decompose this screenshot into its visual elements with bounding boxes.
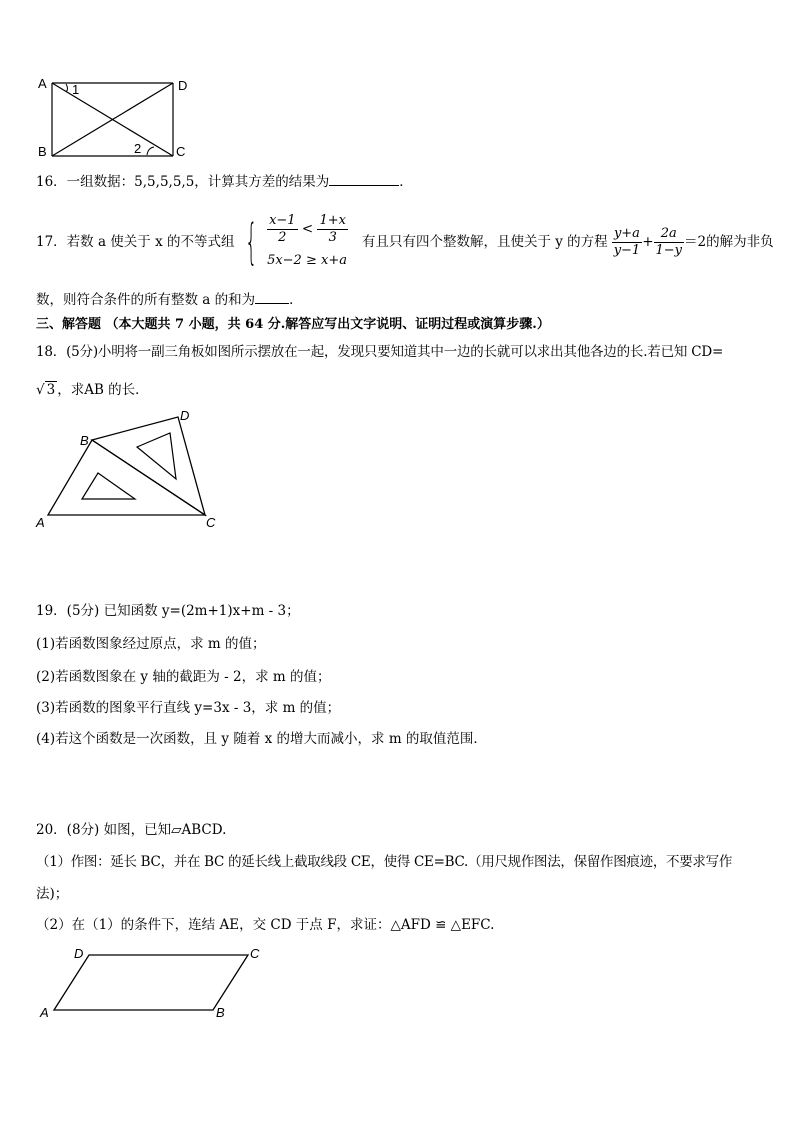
- eq-f1-den: y−1: [613, 242, 641, 258]
- tri-label-a: A: [36, 515, 45, 530]
- question-17: [36, 210, 774, 274]
- q18-line1: 18．(5分)小明将一副三角板如图所示摆放在一起，发现只要知道其中一边的长就可以求出其他各边的长.若已知 CD=: [36, 344, 724, 360]
- q17-brace: {: [244, 214, 257, 270]
- ineq1-op: <: [301, 221, 314, 237]
- q19-item-3: (3)若函数的图象平行直线 y=3x - 3，求 m 的值；: [36, 700, 341, 716]
- tri-label-c: C: [206, 515, 216, 530]
- tri-label-d: D: [180, 408, 190, 423]
- question-17-line2: [36, 289, 303, 310]
- sqrt-symbol: √: [36, 382, 45, 398]
- ineq1-right-num: 1+x: [319, 213, 346, 228]
- q17-lead: 17．若数 a 使关于 x 的不等式组: [36, 234, 235, 250]
- eq-rhs: ＝2: [684, 234, 707, 250]
- section-3-title: 三、解答题 （本大题共 7 小题，共 64 分.解答应写出文字说明、证明过程或演算步骤.）: [36, 317, 550, 332]
- rect-angle-2: 2: [134, 141, 142, 156]
- rect-angle-1: 1: [72, 82, 80, 97]
- q17-tail: 的解为非负: [706, 234, 774, 250]
- q17-mid: 有且只有四个整数解，且使关于 y 的方程: [361, 234, 608, 250]
- rect-label-a: A: [38, 76, 47, 91]
- eq-plus: +: [642, 234, 654, 250]
- para-label-d: D: [74, 946, 84, 961]
- ineq2: 5x−2 ≥ x+a: [267, 253, 347, 268]
- q17-line2-end: ．: [289, 292, 303, 308]
- q16-answer-blank[interactable]: [329, 171, 399, 186]
- eq-f2-num: 2a: [654, 226, 685, 243]
- q17-line2: 数，则符合条件的所有整数 a 的和为: [36, 292, 256, 308]
- q17-system: [267, 213, 348, 271]
- ineq1-right-den: 3: [328, 230, 337, 245]
- q19-item-4: (4)若这个函数是一次函数，且 y 随着 x 的增大而减小，求 m 的取值范围．: [36, 731, 487, 747]
- q18-line2: ，求AB 的长．: [57, 382, 149, 398]
- question-16: [36, 171, 413, 192]
- eq-f1-num: y+a: [612, 226, 643, 243]
- q20-p2: （2）在（1）的条件下，连结 AE，交 CD 于点 F，求证：△AFD ≌ △EFC.: [36, 917, 495, 933]
- q16-end: ．: [399, 174, 413, 190]
- ineq1-left-num: x−1: [269, 213, 296, 228]
- q19-item-2: (2)若函数图象在 y 轴的截距为 - 2，求 m 的值；: [36, 669, 331, 685]
- sqrt-value: 3: [46, 382, 56, 398]
- q16-text: 16．一组数据：5,5,5,5,5，计算其方差的结果为: [36, 174, 330, 190]
- q20-p1-line1: （1）作图：延长 BC，并在 BC 的延长线上截取线段 CE，使得 CE=BC.（用尺规作图法，保留作图痕迹，不要求写作: [36, 854, 733, 870]
- rect-label-c: C: [176, 144, 186, 159]
- para-label-a: A: [40, 1005, 49, 1020]
- eq-f2-den: 1−y: [655, 242, 683, 258]
- rect-label-d: D: [178, 78, 188, 93]
- tri-label-b: B: [80, 433, 89, 448]
- q20-p1-line2: 法)；: [36, 886, 69, 902]
- ineq1-left-den: 2: [278, 230, 287, 245]
- parallelogram-figure: [30, 940, 270, 1025]
- para-label-b: B: [216, 1005, 225, 1020]
- question-18-line2: [36, 380, 149, 400]
- rect-label-b: B: [38, 144, 47, 159]
- para-label-c: C: [250, 946, 260, 961]
- q19-title: 19．(5分) 已知函数 y=(2m+1)x+m - 3；: [36, 603, 300, 619]
- q19-item-1: (1)若函数图象经过原点，求 m 的值；: [36, 636, 266, 652]
- q17-answer-blank[interactable]: [255, 289, 289, 304]
- triangle-set-figure: [30, 405, 230, 535]
- rectangle-figure: [30, 72, 210, 164]
- q20-title: 20．(8分) 如图，已知▱ABCD.: [36, 822, 227, 838]
